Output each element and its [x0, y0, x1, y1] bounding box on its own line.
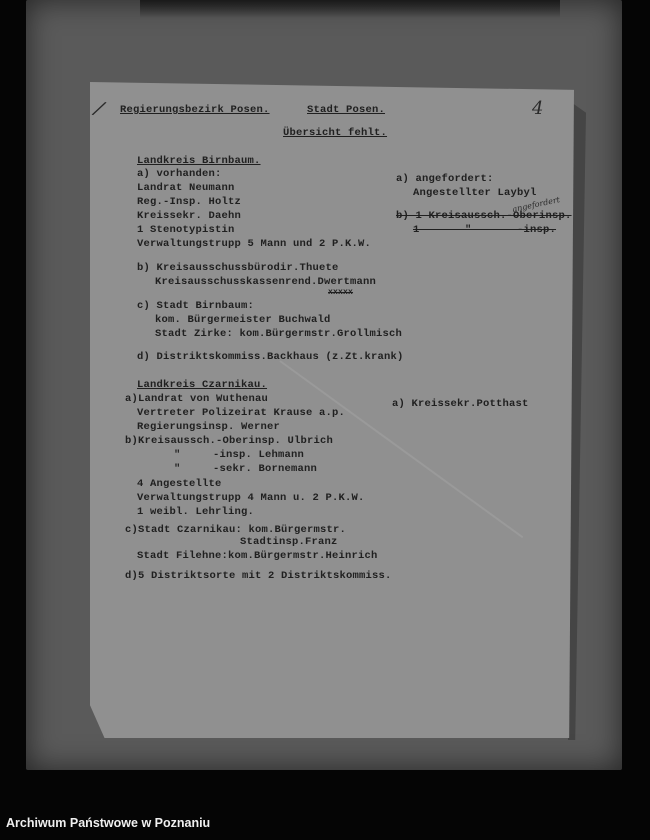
birnbaum-a-label: a) vorhanden:	[137, 168, 222, 180]
birnbaum-d-line: d) Distriktskommiss.Backhaus (z.Zt.krank)	[137, 351, 404, 363]
birnbaum-right-a-label: a) angefordert:	[396, 173, 494, 185]
czarnikau-b-item: " -sekr. Bornemann	[174, 463, 318, 475]
czarnikau-extra-item: 4 Angestellte	[137, 478, 222, 490]
birnbaum-title: Landkreis Birnbaum.	[137, 155, 261, 167]
czarnikau-right-a: a) Kreissekr.Potthast	[392, 398, 529, 410]
header-district: Regierungsbezirk Posen.	[120, 104, 270, 116]
page-number: 4	[532, 98, 544, 119]
birnbaum-b-strike: xxxxx	[328, 288, 354, 297]
czarnikau-b-item: b)Kreisaussch.-Oberinsp. Ulbrich	[125, 435, 334, 447]
czarnikau-extra-item: 1 weibl. Lehrling.	[137, 506, 255, 518]
czarnikau-c-line: Stadt Filehne:kom.Bürgermstr.Heinrich	[137, 550, 378, 562]
handwritten-note: angefordert	[511, 195, 561, 214]
birnbaum-c-line: Stadt Zirke: kom.Bürgermstr.Grollmisch	[155, 328, 403, 340]
birnbaum-a-item: Verwaltungstrupp 5 Mann und 2 P.K.W.	[137, 238, 372, 250]
czarnikau-b-item: " -insp. Lehmann	[174, 449, 305, 461]
birnbaum-b-line: b) Kreisausschussbürodir.Thuete	[137, 262, 339, 274]
czarnikau-title: Landkreis Czarnikau.	[137, 379, 268, 391]
birnbaum-c-line: c) Stadt Birnbaum:	[137, 300, 255, 312]
czarnikau-d-line: d)5 Distriktsorte mit 2 Distriktskommiss.	[125, 570, 392, 582]
czarnikau-c-line: Stadtinsp.Franz	[240, 536, 338, 548]
birnbaum-a-item: Kreissekr. Daehn	[137, 210, 242, 222]
header-note: Übersicht fehlt.	[283, 127, 388, 139]
birnbaum-c-line: kom. Bürgermeister Buchwald	[155, 314, 331, 326]
czarnikau-c-line: c)Stadt Czarnikau: kom.Bürgermstr.	[125, 524, 347, 536]
pencil-mark: /	[92, 95, 107, 121]
birnbaum-a-item: Reg.-Insp. Holtz	[137, 196, 242, 208]
birnbaum-b-line: Kreisausschusskassenrend.Dwertmann	[155, 276, 377, 288]
birnbaum-a-item: 1 Stenotypistin	[137, 224, 235, 236]
czarnikau-a-item: a)Landrat von Wuthenau	[125, 393, 269, 405]
birnbaum-a-item: Landrat Neumann	[137, 182, 235, 194]
board-shadow	[140, 0, 560, 18]
birnbaum-right-a-item: Angestellter Laybyl	[413, 187, 537, 199]
archive-credit: Archiwum Państwowe w Poznaniu	[6, 816, 211, 830]
czarnikau-extra-item: Verwaltungstrupp 4 Mann u. 2 P.K.W.	[137, 492, 365, 504]
czarnikau-a-item: Vertreter Polizeirat Krause a.p.	[137, 407, 346, 419]
header-city: Stadt Posen.	[307, 104, 386, 116]
birnbaum-right-b-line: 1 " -insp.	[413, 224, 557, 236]
birnbaum-right-b-line: b) 1 Kreisaussch.-Oberinsp.	[396, 210, 572, 222]
czarnikau-a-item: Regierungsinsp. Werner	[137, 421, 281, 433]
